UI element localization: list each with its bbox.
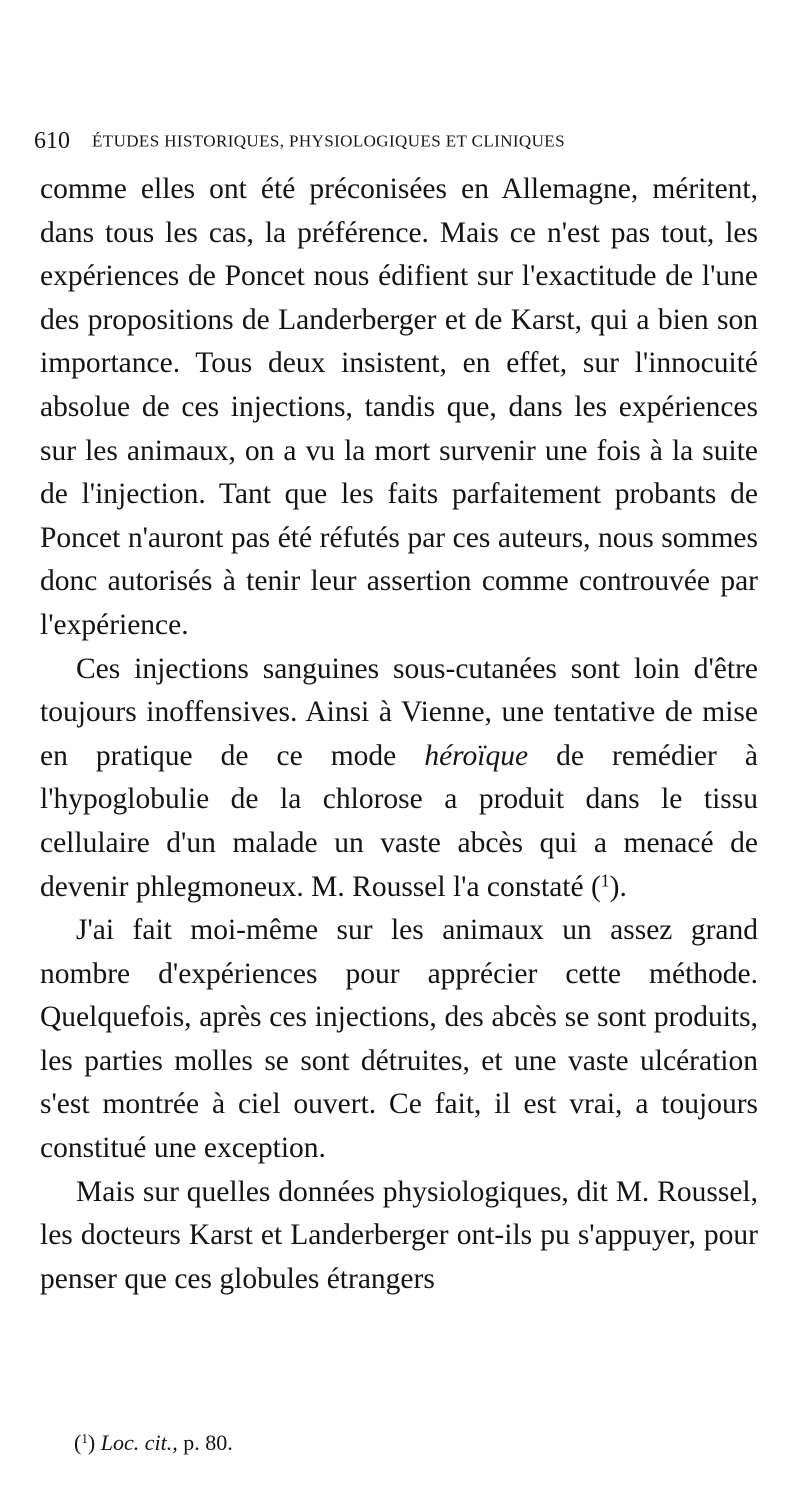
footnote-number: 1	[81, 1430, 88, 1446]
running-title: ÉTUDES HISTORIQUES, PHYSIOLOGIQUES ET CLINIQUES	[92, 131, 565, 151]
body-text	[40, 168, 758, 1301]
footnote-citation: Loc. cit.,	[100, 1430, 178, 1455]
paragraph-2-text-a: Ces injections sanguines sous-cutanées sont loin d'être toujours inoffensives. Ainsi à Vienne, une tentative de mise en pratique de ce mode	[40, 652, 758, 772]
paragraph-2-end: .	[619, 870, 627, 903]
paragraph-4: Mais sur quelles données physiologiques, dit M. Roussel, les docteurs Karst et Landerberger ont-ils pu s'appuyer, pour penser que ces globules étrangers	[40, 1175, 758, 1295]
page-number: 610	[34, 128, 70, 154]
paragraph-3: J'ai fait moi-même sur les animaux un assez grand nombre d'expériences pour apprécier cette méthode. Quelquefois, après ces injections, des abcès se sont produits, les parties molles se sont détruites, et une vaste ulcération s'est montrée à ciel ouvert. Ce fait, il est vrai, a toujours constitué une exception.	[40, 914, 758, 1165]
running-header	[34, 128, 565, 155]
footnote-page: p. 80.	[177, 1430, 233, 1455]
footnote-reference: ($^1$).	[590, 869, 627, 903]
emphasis-heroique: héroïque	[424, 739, 529, 772]
footnote-reference-number: 1	[600, 869, 610, 890]
paragraph-1: comme elles ont été préconisées en Allemagne, méritent, dans tous les cas, la préférence. Mais ce n'est pas tout, les expériences de Poncet nous édifient sur l'exactitude de l'une des propositions de Landerberger et de Karst, qui a bien son importance. Tous deux insistent, en effet, sur l'innocuité absolue de ces injections, tandis que, dans les expériences sur les animaux, on a vu la mort survenir une fois à la suite de l'injection. Tant que les faits parfaitement probants de Poncet n'auront pas été réfutés par ces auteurs, nous sommes donc autorisés à tenir leur assertion comme controuvée par l'expérience.	[40, 173, 758, 641]
paragraph-2	[40, 648, 758, 910]
paragraph-2-text-b: de remédier à l'hypoglobulie de la chlorose a produit dans le tissu cellulaire d'un malade un vaste abcès qui a menacé de devenir phlegmoneux. M. Roussel l'a constaté	[40, 739, 758, 903]
footnote: ($^1$) Loc. cit., p. 80.	[74, 1430, 233, 1455]
